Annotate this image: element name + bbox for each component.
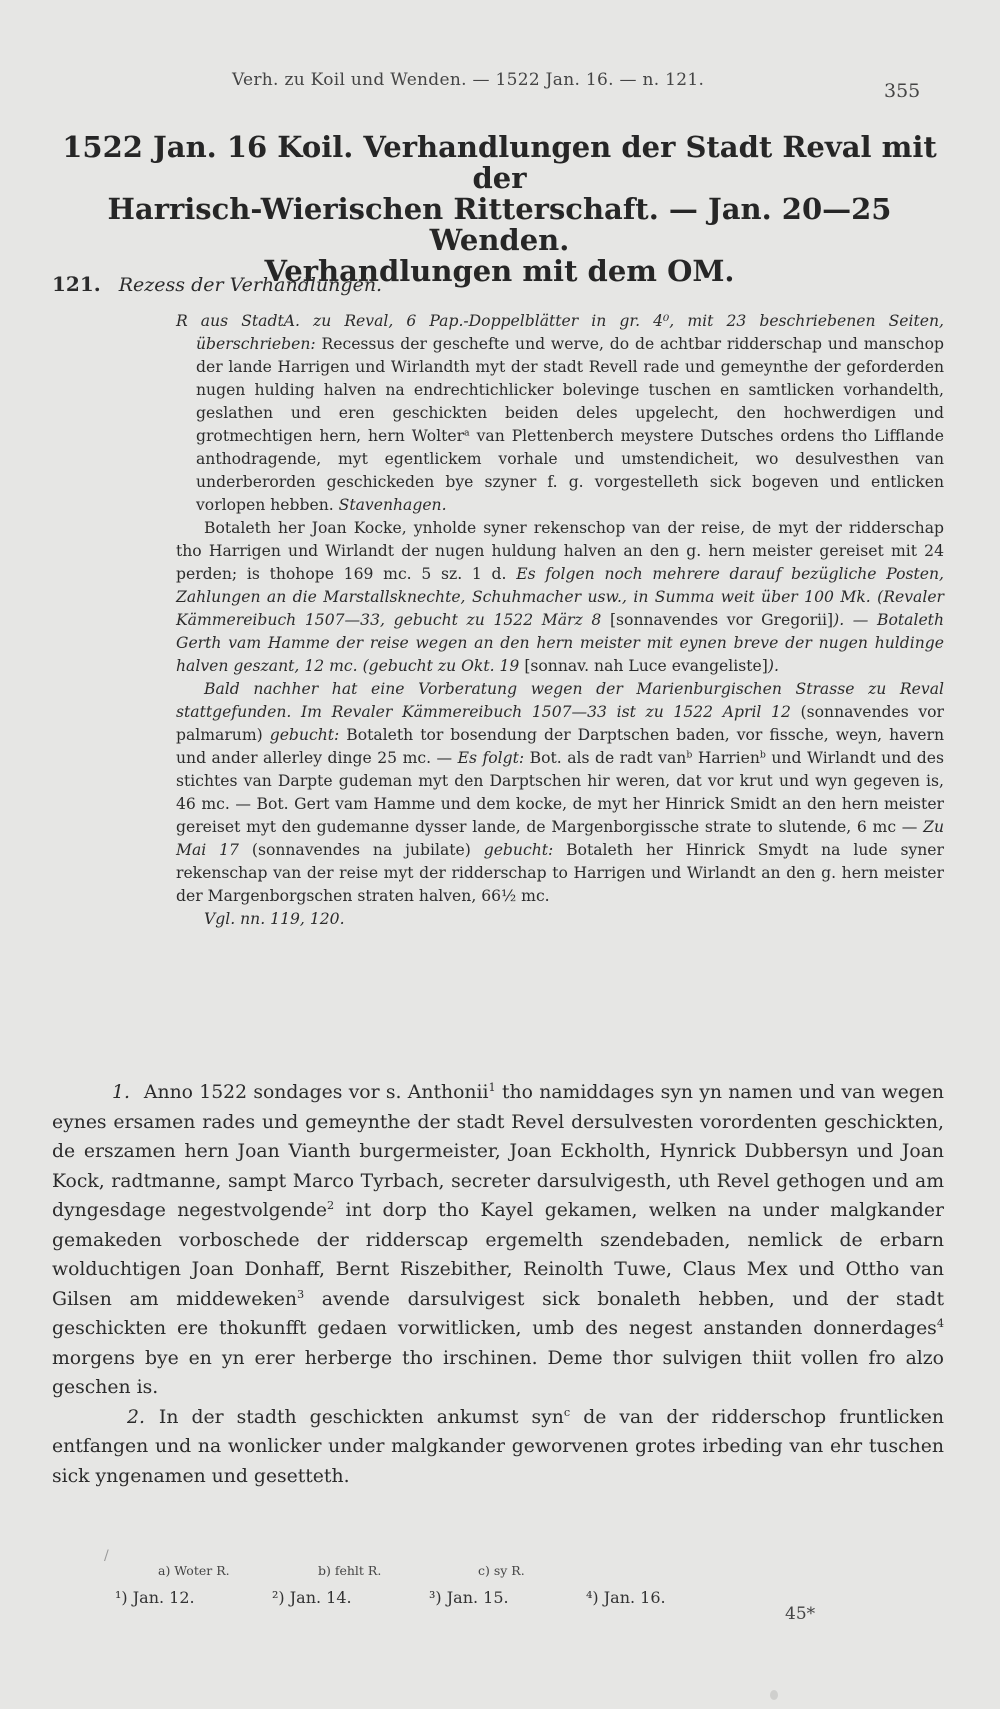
footnote-ref-c: c bbox=[563, 1405, 571, 1419]
footnote-ref-3: 3 bbox=[296, 1287, 305, 1301]
body-paragraph-2: 2. In der stadth geschickten ankumst syn$^c$ de van der ridderschop fruntlicken entfangen und na wonlicker under malgkander geworvenen grotes irbeding van ehr tuschen sick yngenamen und gesetteth. bbox=[52, 1405, 944, 1487]
intro-paragraph-3: Bald nachher hat eine Vorberatung wegen der Marienburgischen Strasse zu Reval stattgefunden. Im Revaler Kämmereibuch 1507—33 ist zu 1522 April 12 (sonnavendes vor palmarum) gebucht: Botaleth tor bosendung der Darptschen baden, vor fissche, weyn, havern und ander allerley dinge 25 mc. — Es folgt: Bot. als de radt van$^b$ Harrien$^b$ und Wirlandt und des stichtes van Darpte gudeman myt den Darptschen hir weren, dat vor krut und wyn gegeven is, 46 mc. — Bot. Gert vam Hamme und dem kocke, de myt her Hinrick Smidt an den hern meister gereiset myt den gudemanne dysser lande, de Margenborgissche strate to slutende, 6 mc — Zu Mai 17 (sonnavendes na jubilate) gebucht: Botaleth her Hinrick Smydt na lude syner rekenschap van der reise myt der ridderschap to Harrigen und Wirlandt an den g. hern meister der Margenborgschen straten halven, 66½ mc. bbox=[176, 680, 944, 905]
title-line-3: Verhandlungen mit dem OM. bbox=[264, 254, 735, 288]
paragraph-number-1: 1. bbox=[112, 1082, 130, 1103]
document-number: 121. bbox=[52, 272, 101, 296]
document-label: Rezess der Verhandlungen. bbox=[118, 274, 383, 296]
footnote-ref-b: b bbox=[759, 749, 766, 761]
footnotes-numbers bbox=[115, 1588, 743, 1607]
footnote-b: b) fehlt R. bbox=[318, 1563, 382, 1578]
paper-spot bbox=[770, 1690, 778, 1700]
editor-name: Stavenhagen. bbox=[338, 496, 447, 514]
footnote-3: ³) Jan. 15. bbox=[429, 1588, 509, 1607]
footnote-ref-1: 1 bbox=[488, 1081, 496, 1095]
footnotes-letters bbox=[158, 1563, 638, 1578]
title-line-2: Harrisch-Wierischen Ritterschaft. — Jan. 20—25 Wenden. bbox=[107, 192, 892, 257]
page-number: 355 bbox=[884, 80, 921, 102]
footnote-4: ⁴) Jan. 16. bbox=[586, 1588, 666, 1607]
section-title bbox=[52, 132, 947, 287]
footnote-ref-a: a bbox=[464, 427, 470, 439]
footnote-ref-b: b bbox=[686, 749, 693, 761]
footnote-c: c) sy R. bbox=[478, 1563, 525, 1578]
pencil-mark: / bbox=[104, 1548, 109, 1564]
running-head: Verh. zu Koil und Wenden. — 1522 Jan. 16. — n. 121. bbox=[232, 70, 705, 90]
intro-paragraph-2: Botaleth her Joan Kocke, ynholde syner rekenschop van der reise, de myt der ridderschap tho Harrigen und Wirlandt der nugen huldung halven an den g. hern meister gereiset mit 24 perden; is thohope 169 mc. 5 sz. 1 d. Es folgen noch mehrere darauf bezügliche Posten, Zahlungen an die Marstallsknechte, Schuhmacher usw., in Summa weit über 100 Mk. (Revaler Kämmereibuch 1507—33, gebucht zu 1522 März 8 [sonnavendes vor Gregorii]). — Botaleth Gerth vam Hamme der reise wegen an den hern meister mit eynen breve der nugen huldinge halven geszant, 12 mc. (gebucht zu Okt. 19 [sonnav. nah Luce evangeliste]). bbox=[176, 519, 944, 675]
signature-mark: 45* bbox=[785, 1604, 816, 1624]
editorial-introduction bbox=[176, 310, 944, 931]
footnote-2: ²) Jan. 14. bbox=[272, 1588, 352, 1607]
footnote-ref-4: 4 bbox=[936, 1317, 944, 1331]
body-paragraph-1: 1. Anno 1522 sondages vor s. Anthonii$^1$ tho namiddages syn yn namen und van wegen eynes ersamen rades und gemeynthe der stadt Revel dersulvesten vorordenten geschickten, de erszamen hern Joan Vianth burgermeister, Joan Eckholth, Hynrick Dubbersyn und Joan Kock, radtmanne, sampt Marco Tyrbach, secreter darsulvigesth, uth Revel gethogen und am dyngesdage negestvolgende$^2$ int dorp tho Kayel gekamen, welken na under malgkander gemakeden vorboschede der ridderscap ergemelth szendebaden, nemlick de erbarn wolduchtigen Joan Donhaff, Bernt Riszebither, Reinolth Tuwe, Claus Mex und Ottho van Gilsen am middeweken$^3$ avende darsulvigest sick bonaleth hebben, und der stadt geschickten ere thokunfft gedaen vorwitlicken, umb des negest anstanden donnerdages$^4$ morgens bye en yn erer herberge tho irschinen. Deme thor sulvigen thiit vollen fro alzo geschen is. bbox=[52, 1081, 945, 1398]
cross-reference: Vgl. nn. 119, 120. bbox=[204, 910, 345, 928]
paragraph-number-2: 2. bbox=[127, 1406, 145, 1428]
document-heading bbox=[52, 272, 382, 296]
footnote-ref-2: 2 bbox=[327, 1199, 335, 1213]
source-description: R aus StadtA. zu Reval, 6 Pap.-Doppelblätter in gr. 4⁰, mit 23 beschriebenen Seiten, überschrieben: Recessus der geschefte und werve, do de achtbar ridderschap und manschop der lande Harrigen und Wirlandth myt der stadt Revell rade und gemeynthe der geforderden nugen hulding halven na endrechtichlicker bolevinge tuschen en samtlicken vorhandelth, geslathen und eren geschickten beiden deles upgelecht, den hochwerdigen und grotmechtigen hern, hern Wolter$^a$ van Plettenberch meystere Dutsches ordens tho Lifflande anthodragende, myt egentlickem vorhale und umstendicheit, wo desulvesthen van underberorden geschickeden bye szyner f. g. vorgestelleth sick bogeven und entlicken vorlopen hebben. Stavenhagen. bbox=[176, 312, 944, 514]
title-line-1: 1522 Jan. 16 Koil. Verhandlungen der Stadt Reval mit der bbox=[62, 130, 937, 195]
footnote-1: ¹) Jan. 12. bbox=[115, 1588, 195, 1607]
footnote-a: a) Woter R. bbox=[158, 1563, 230, 1578]
document-body bbox=[52, 1078, 944, 1491]
